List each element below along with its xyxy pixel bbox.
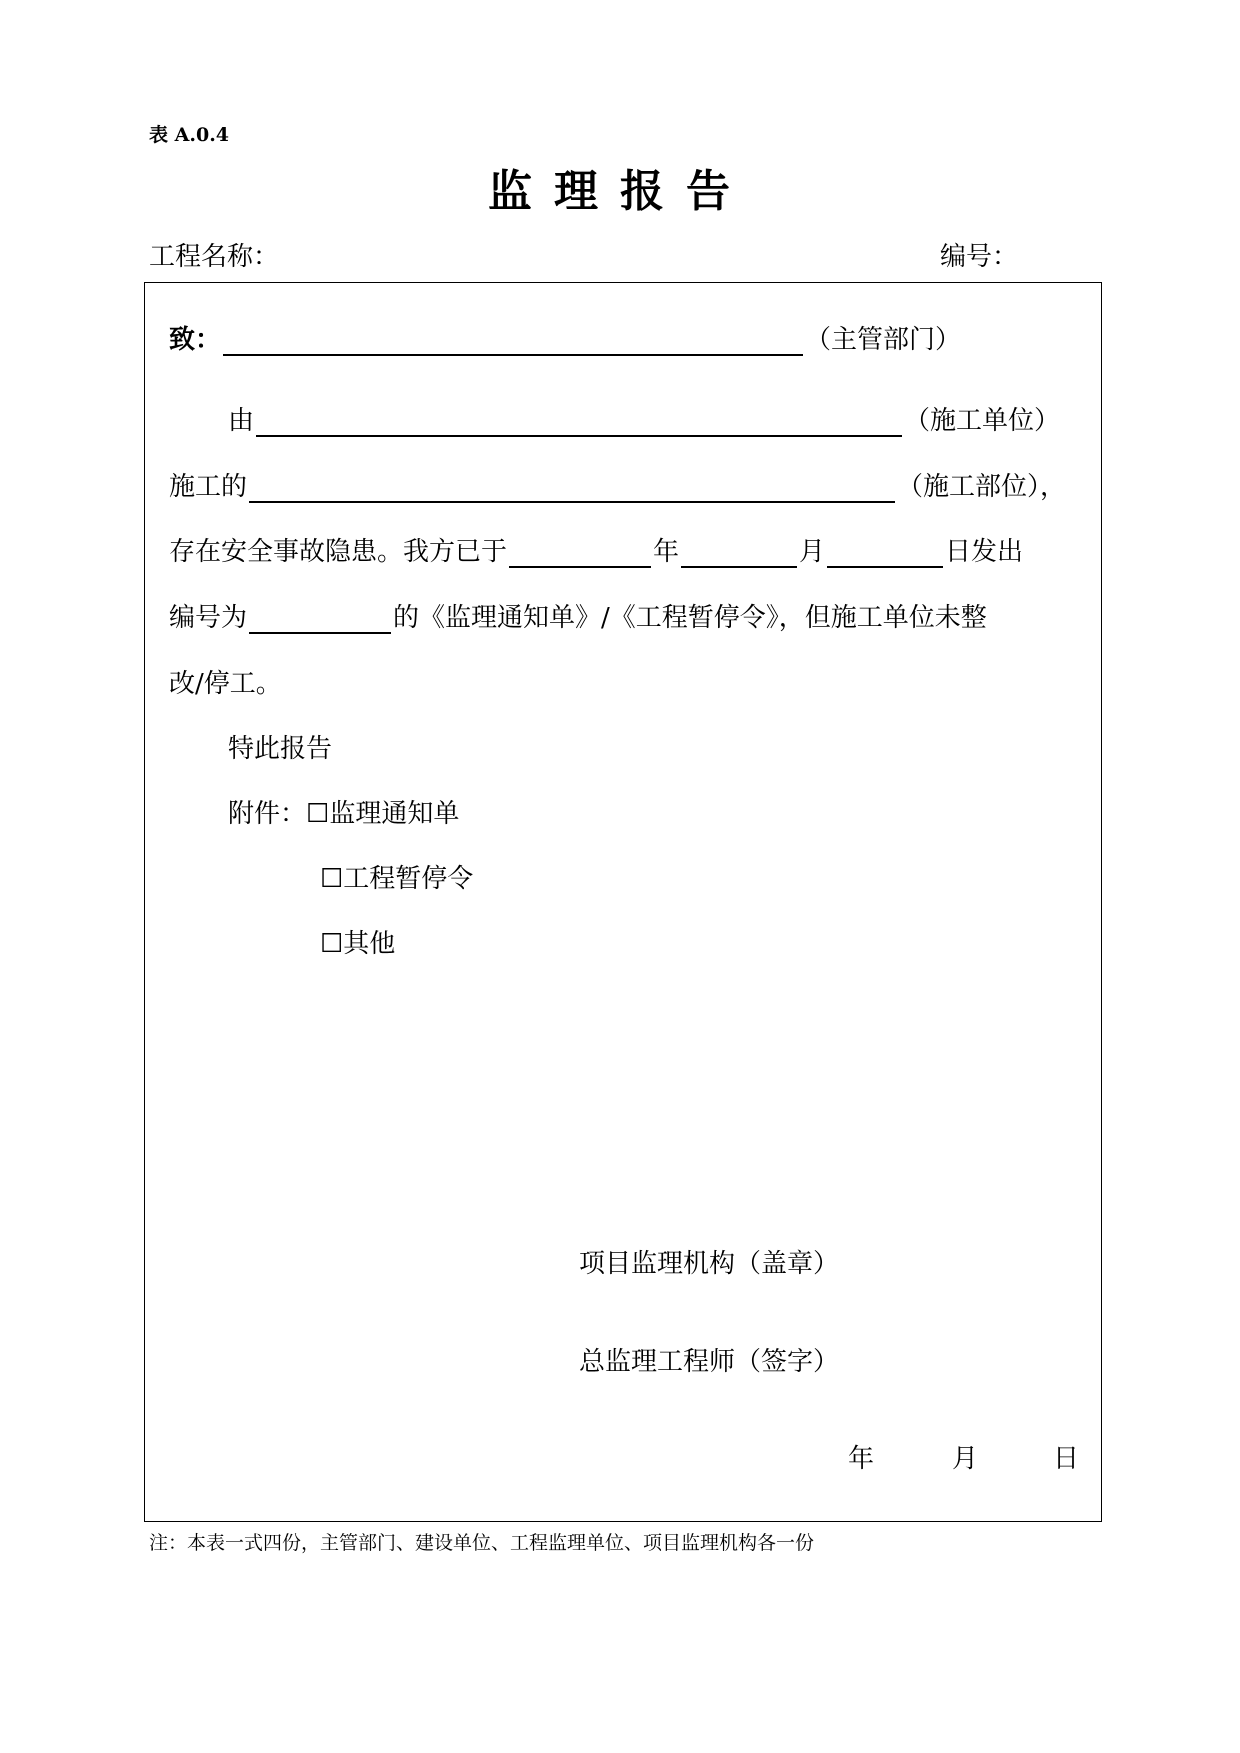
date-year: 年: [848, 1444, 875, 1474]
line3-prefix: 存在安全事故隐患。我方已于: [169, 537, 508, 567]
to-suffix: （主管部门）: [805, 325, 962, 355]
attachment-stop-order-checkbox[interactable]: ☐工程暂停令: [320, 864, 474, 894]
report-text: 特此报告: [228, 734, 333, 764]
line1: [228, 400, 1060, 437]
line4: [169, 597, 987, 634]
project-name-label: 工程名称：: [149, 242, 280, 272]
line4-suffix: 的《监理通知单》/《工程暂停令》，但施工单位未整: [393, 603, 987, 633]
engineer-sign-label: 总监理工程师（签字）: [579, 1347, 840, 1377]
date-month-wrap: [952, 1438, 978, 1475]
to-blank[interactable]: [223, 328, 803, 356]
line3: [169, 531, 1023, 568]
line3-day: 日发出: [945, 537, 1024, 567]
date-day: 日: [1053, 1444, 1080, 1474]
org-seal-label: 项目监理机构（盖章）: [579, 1249, 840, 1279]
footer-note: 注：本表一式四份，主管部门、建设单位、工程监理单位、项目监理机构各一份: [149, 1532, 815, 1554]
line1-suffix: （施工单位）: [904, 406, 1061, 436]
date-line: [848, 1438, 874, 1475]
attachment-other-checkbox[interactable]: ☐其他: [320, 929, 396, 959]
form-box: [144, 282, 1102, 1522]
line4-prefix: 编号为: [169, 603, 248, 633]
month-blank[interactable]: [681, 540, 797, 568]
line2-suffix: （施工部位），: [897, 472, 1067, 502]
attachment-line-2: [320, 858, 473, 895]
year-blank[interactable]: [509, 540, 651, 568]
line2: [169, 466, 1066, 503]
page-title: 监理报告: [488, 166, 752, 217]
engineer-sign-line: [579, 1341, 839, 1378]
report-line: [228, 728, 332, 765]
construction-unit-blank[interactable]: [256, 409, 902, 437]
org-seal-line: [579, 1243, 839, 1280]
line2-prefix: 施工的: [169, 472, 248, 502]
line3-year: 年: [653, 537, 680, 567]
date-month: 月: [952, 1444, 979, 1474]
number-label: 编号：: [940, 242, 1019, 272]
line1-prefix: 由: [228, 406, 255, 436]
attachment-notice-checkbox[interactable]: ☐监理通知单: [306, 799, 460, 829]
to-line: [169, 319, 961, 356]
form-code: 表 A.0.4: [149, 124, 230, 146]
attachment-label: 附件：: [228, 799, 307, 829]
attachment-line-3: [320, 923, 395, 960]
to-label: 致：: [169, 325, 222, 355]
line5-text: 改/停工。: [169, 669, 282, 699]
day-blank[interactable]: [827, 540, 943, 568]
line3-month: 月: [799, 537, 826, 567]
date-day-wrap: [1053, 1438, 1079, 1475]
attachment-line-1: [228, 793, 459, 830]
construction-part-blank[interactable]: [249, 475, 895, 503]
notice-number-blank[interactable]: [249, 606, 391, 634]
line5: [169, 663, 282, 700]
